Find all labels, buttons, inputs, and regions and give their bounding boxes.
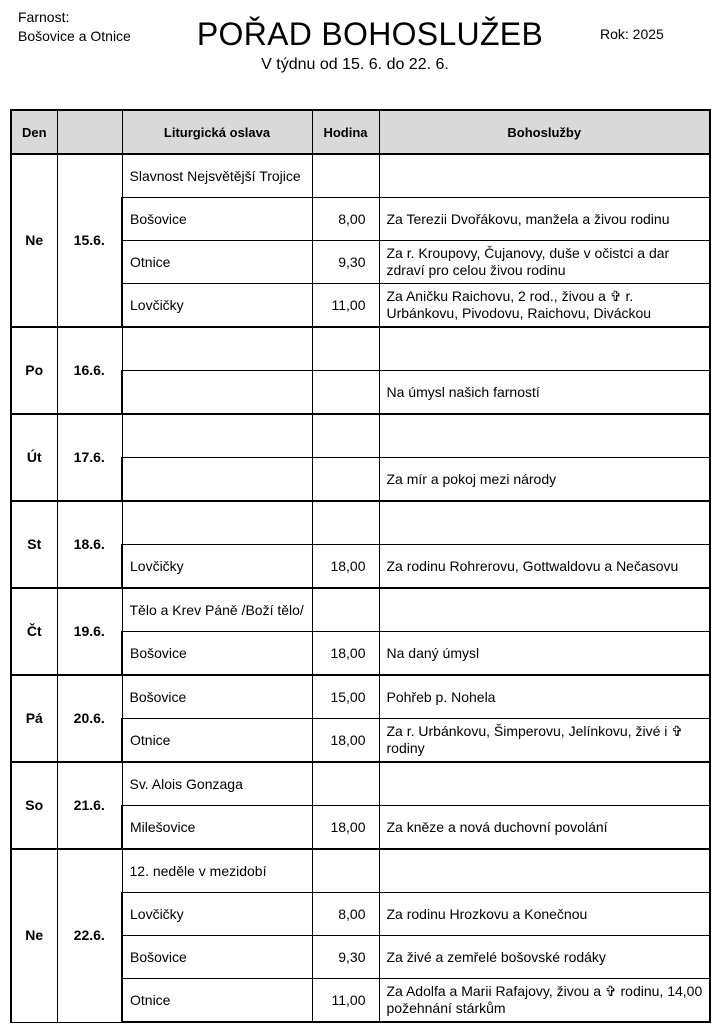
table-row [11,849,710,893]
service-cell: Na daný úmysl [379,632,710,676]
date-cell: 19.6. [57,588,122,675]
hour-cell: 18,00 [312,632,379,676]
service-cell: Za rodinu Rohrerovu, Gottwaldovu a Nečasovu [379,545,710,589]
hour-cell: 18,00 [312,545,379,589]
hour-cell [312,371,379,415]
service-cell: Za kněze a nová duchovní povolání [379,806,710,850]
celebration-cell: Bošovice [122,198,312,241]
hour-cell [312,414,379,458]
hour-cell: 8,00 [312,893,379,936]
table-row [11,501,710,545]
hour-cell: 18,00 [312,719,379,763]
hour-cell: 8,00 [312,198,379,241]
celebration-cell: Lovčičky [122,545,312,589]
date-cell: 16.6. [57,327,122,414]
service-cell: Za živé a zemřelé bošovské rodáky [379,936,710,979]
date-cell: 21.6. [57,762,122,849]
hour-cell [312,588,379,632]
service-cell [379,327,710,371]
service-cell: Za r. Urbánkovu, Šimperovu, Jelínkovu, živé i ✞ rodiny [379,719,710,763]
service-cell [379,414,710,458]
col-header-day: Den [11,110,57,154]
celebration-cell: Otnice [122,241,312,284]
schedule-body [11,154,710,1022]
celebration-cell: Bošovice [122,632,312,676]
service-cell: Za r. Kroupovy, Čujanovy, duše v očistci a dar zdraví pro celou živou rodinu [379,241,710,284]
hour-cell: 9,30 [312,241,379,284]
hour-cell [312,849,379,893]
table-row [11,414,710,458]
service-cell: Za rodinu Hrozkovu a Konečnou [379,893,710,936]
table-header-row [11,110,710,154]
celebration-cell [122,458,312,502]
celebration-cell [122,371,312,415]
table-row [11,154,710,198]
table-row [11,762,710,806]
schedule-table [10,109,711,1023]
table-row [11,327,710,371]
service-cell: Za Adolfa a Marii Rafajovy, živou a ✞ rodinu, 14,00 požehnání stárkům [379,979,710,1023]
table-row [11,588,710,632]
celebration-cell [122,414,312,458]
day-cell: Po [11,327,57,414]
service-cell: Za Terezii Dvořákovu, manžela a živou rodinu [379,198,710,241]
parish-label: Farnost: [18,9,70,25]
col-header-date [57,110,122,154]
col-header-celebration: Liturgická oslava [122,110,312,154]
table-row [11,675,710,719]
celebration-cell [122,327,312,371]
parish-name: Bošovice a Otnice [18,28,131,44]
service-cell: Za Aničku Raichovu, 2 rod., živou a ✞ r. Urbánkovu, Pivodovu, Raichovu, Diváckou [379,284,710,328]
day-cell: Ne [11,849,57,1022]
hour-cell [312,762,379,806]
celebration-cell: 12. neděle v mezidobí [122,849,312,893]
celebration-cell: Bošovice [122,675,312,719]
hour-cell [312,501,379,545]
celebration-cell: Tělo a Krev Páně /Boží tělo/ [122,588,312,632]
service-cell: Za mír a pokoj mezi národy [379,458,710,502]
service-cell [379,849,710,893]
hour-cell: 11,00 [312,979,379,1023]
celebration-cell: Otnice [122,719,312,763]
hour-cell: 11,00 [312,284,379,328]
hour-cell [312,327,379,371]
service-cell [379,501,710,545]
day-cell: So [11,762,57,849]
celebration-cell: Bošovice [122,936,312,979]
hour-cell: 18,00 [312,806,379,850]
celebration-cell: Otnice [122,979,312,1023]
service-cell [379,762,710,806]
hour-cell [312,458,379,502]
celebration-cell: Slavnost Nejsvětější Trojice [122,154,312,198]
date-cell: 15.6. [57,154,122,327]
celebration-cell: Sv. Alois Gonzaga [122,762,312,806]
date-cell: 17.6. [57,414,122,501]
day-cell: Pá [11,675,57,762]
day-cell: Út [11,414,57,501]
service-cell [379,588,710,632]
page-title: POŘAD BOHOSLUŽEB [196,16,544,52]
celebration-cell: Milešovice [122,806,312,850]
day-cell: Ne [11,154,57,327]
hour-cell: 9,30 [312,936,379,979]
date-cell: 20.6. [57,675,122,762]
week-range: V týdnu od 15. 6. do 22. 6. [261,56,449,73]
date-cell: 22.6. [57,849,122,1022]
service-cell: Na úmysl našich farností [379,371,710,415]
hour-cell: 15,00 [312,675,379,719]
service-cell: Pohřeb p. Nohela [379,675,710,719]
day-cell: Čt [11,588,57,675]
date-cell: 18.6. [57,501,122,588]
day-cell: St [11,501,57,588]
celebration-cell: Lovčičky [122,893,312,936]
service-cell [379,154,710,198]
celebration-cell [122,501,312,545]
col-header-hour: Hodina [312,110,379,154]
hour-cell [312,154,379,198]
year-label: Rok: 2025 [600,26,664,42]
celebration-cell: Lovčičky [122,284,312,328]
col-header-services: Bohoslužby [379,110,710,154]
